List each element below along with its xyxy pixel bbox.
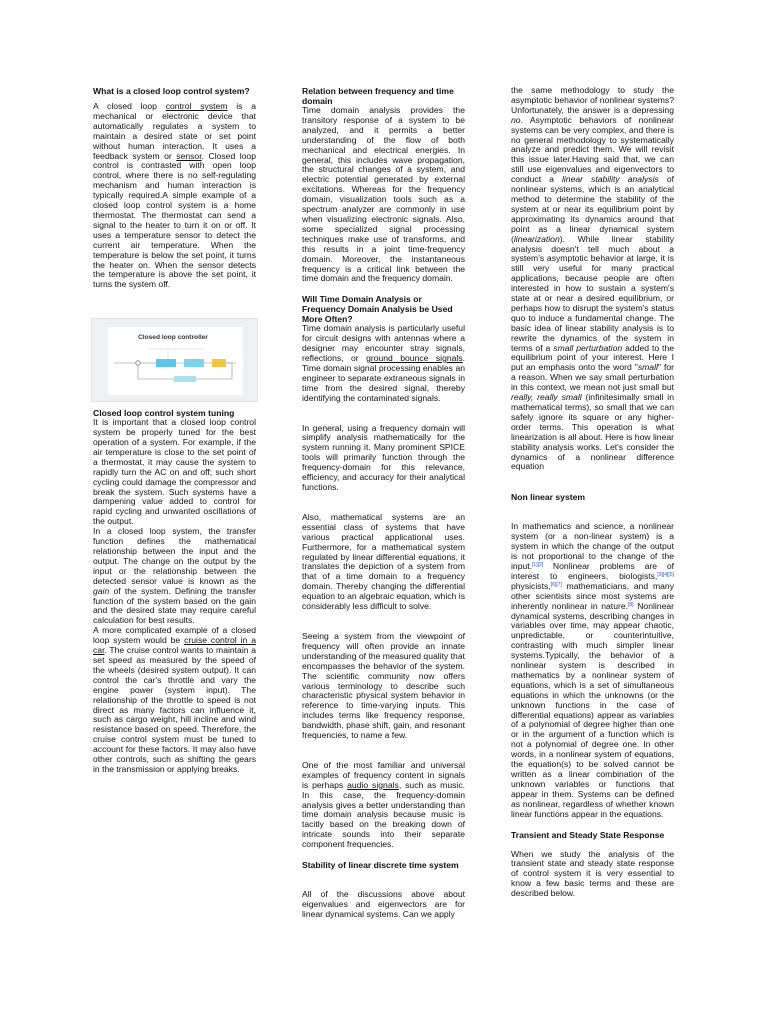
- paragraph-mathematical-systems: Also, mathematical systems are an essential class of systems that have various practical applicational uses. Furthermore, for a mathematical system regulated by linear differential equations, it translates the depiction of a system from that of a time domain to a frequency domain. Thereby changing the differential equation to an algebraic equation, which is considerably less difficult to solve.: [302, 511, 465, 612]
- heading-closed-loop: What is a closed loop control system?: [93, 86, 250, 96]
- figure-canvas: [108, 327, 243, 395]
- heading-which-used: Will Time Domain Analysis or Frequency Domain Analysis be Used More Often?: [302, 294, 453, 325]
- citation-1[interactable]: [1][2]: [532, 561, 544, 568]
- heading-transient: Transient and Steady State Response: [511, 829, 665, 840]
- paragraph-frequency-domain: In general, using a frequency domain will simplify analysis mathematically for the system running it. Many prominent SPICE tools will primarily function through the frequency-domain for this relevance, efficiency, and accuracy for their analytical functions.: [302, 422, 465, 492]
- link-audio-signals[interactable]: audio signals: [347, 779, 399, 790]
- paragraph-time-domain: Time domain analysis provides the transitory response of a system to be analyzed, and it permits a better understanding of the flow of both mechanical and electrical energies. In general, this includes wave propagation, the structural changes of a system, and electric potential generated by external excitations. Whereas for the frequency domain, visualization tools such as a spectrum analyzer are commonly in use when visualizing electronic signals. Also, some specialized signal processing techniques make use of transforms, and this results in a joint time-frequency domain. Moreover, the instantaneous frequency is a critical link between the time domain and the frequency domain.: [302, 105, 465, 284]
- link-cruise-control[interactable]: cruise control in a car: [93, 635, 256, 656]
- heading-stability: Stability of linear discrete time system: [302, 860, 459, 871]
- heading-frequency-time: Relation between frequency and time domain: [302, 86, 454, 106]
- paragraph-tuning: It is important that a closed loop control system be properly tuned for the best operation of a system. For example, if the air temperature is close to the set point of a thermostat, it may cause the system to rapidly turn the AC on and off; such short cycling could damage the compressor and break the system. Such systems have a dampening value added to control for rapid cycling and unwanted oscillations of the output.: [93, 417, 256, 527]
- link-ground-bounce[interactable]: ground bounce signals: [366, 353, 463, 364]
- paragraph-transient: When we study the analysis of the transient state and steady state response of control system it is very essential to know a few basic terms and these are described below.: [511, 848, 674, 899]
- column-3: [511, 86, 674, 899]
- link-control-system[interactable]: control system: [165, 101, 228, 111]
- citation-2[interactable]: [3][4][5]: [657, 571, 674, 578]
- paragraph-viewpoint: Seeing a system from the viewpoint of frequency will often provide an innate understanding of the measured quality that encompasses the behavior of the system. The scientific community now offers various terminology to describe such characteristic physical system behavior in reference to time-varying inputs. This includes terms like frequency response, bandwidth, phase shift, gain, and resonant frequencies, to name a few.: [302, 630, 465, 741]
- paragraph-audio: One of the most familiar and universal examples of frequency content in signals is perhaps audio signals, such as music. In this case, the frequency-domain analysis gives a better understanding than time domain analysis because music is tacitly based on the breaking down of intricate sounds into their separate component frequencies.: [302, 759, 466, 850]
- figure-title: Closed loop controller: [138, 334, 208, 342]
- paragraph-transfer-function: In a closed loop system, the transfer function defines the mathematical relationship between the input and the output. The change on the output by the input or the relationship between the detected sensor value is known as the gain of the system. Defining the transfer function of the system based on the gain and the desired state may require careful calculation for best results.: [93, 526, 256, 626]
- heading-tuning: Closed loop control system tuning: [93, 408, 235, 419]
- closed-loop-figure: [91, 318, 258, 402]
- heading-nonlinear: Non linear system: [511, 492, 586, 503]
- link-sensor[interactable]: sensor: [176, 150, 202, 161]
- block-diagram-graphic: [108, 327, 243, 395]
- paragraph-nonlinear: In mathematics and science, a nonlinear system (or a non-linear system) is a system in which the change of the output is not proportional to the change of the input.[1][2] Nonlinear problems are of interest to engineers, biologists,[3][4][5] physicists,[6][7] mathematicians, and many other scientists since most systems are inherently nonlinear in nature.[8] Nonlinear dynamical systems, describing changes in variables over time, may appear chaotic, unpredictable, or counterintuitive, contrasting with much simpler linear systems.Typically, the behavior of a nonlinear system is described in mathematics by a nonlinear system of equations, which is a set of simultaneous equations in which the unknowns (or the unknown functions in the case of differential equations) appear as variables of a polynomial of degree higher than one or in the argument of a function which is not a polynomial of degree one. In other words, in a nonlinear system of equations, the equation(s) to be solved cannot be written as a linear combination of the unknown variables or functions that appear in them. Systems can be defined as nonlinear, regardless of whether known linear functions appear in the equations.: [511, 521, 674, 819]
- column-2: [302, 86, 465, 920]
- paragraph-cruise-control: A more complicated example of a closed loop system would be cruise control in a car. The cruise control wants to maintain a set speed as measured by the speed of the wheels (desired system output). It can control the car's throttle and vary the engine power (system input). The relationship of the throttle to speed is not direct as many factors can influence it, such as cargo weight, hill incline and wind resistance based on speed. Therefore, the cruise control system must be tuned to account for these factors. It may also have other controls, such as shifting the gears in the transmission or applying breaks.: [93, 625, 256, 774]
- paragraph-eigen: All of the discussions above about eigenvalues and eigenvectors are for linear dynamical systems. Can we apply: [302, 889, 465, 919]
- citation-4[interactable]: [8]: [628, 601, 634, 608]
- citation-3[interactable]: [6][7]: [550, 581, 562, 588]
- column-1: [93, 86, 256, 775]
- paragraph-closed-loop-intro: A closed loop control system is a mechanical or electronic device that automatically regulates a system to maintain a desired state or set point without human interaction. It uses a feedback system or sensor. Closed loop control is contrasted with open loop control, where there is no self-regulating mechanism and human interaction is typically required.A simple example of a closed loop control system is a home thermostat. The thermostat can send a signal to the heater to turn it on or off. It uses a temperature sensor to detect the current air temperature. When the temperature is below the set point, it turns the heater on. When the sensor detects the temperature is above the set point, it turns the system off.: [93, 101, 257, 290]
- paragraph-time-domain-useful: Time domain analysis is particularly useful for circuit designs with antennas where a designer may encounter stray signals, reflections, or ground bounce signals. Time domain signal processing enables an engineer to separate extraneous signals in time from the desired signal, thereby identifying the contaminated signals.: [302, 323, 466, 403]
- paragraph-linear-stability: the same methodology to study the asymptotic behavior of nonlinear systems? Unfortunately, the answer is a depressing no. Asymptotic behaviors of nonlinear systems can be very complex, and there is no general methodology to systematically analyze and predict them. We will revisit this issue later.Having said that, we can still use eigenvalues and eigenvectors to conduct a linear stability analysis of nonlinear systems, which is an analytical method to determine the stability of the system at or near its equilibrium point by approximating its dynamics around that point as a linear dynamical system (linearization). While linear stability analysis doesn't tell much about a system's asymptotic behavior at large, it is still very useful for many practical applications, because people are often interested in how to sustain a system's state at or near a desired equilibrium, or perhaps how to disrupt the system's status quo to induce a fundamental change. The basic idea of linear stability analysis is to rewrite the dynamics of the system in terms of a small perturbation added to the equilibrium point of your interest. Here I put an emphasis onto the word "small" for a reason. When we say small perturbation in this context, we mean not just small but really, really small (infinitesimally small in mathematical terms), so small that we can safely ignore its square or any higher-order terms. This operation is what linearization is all about. Here is how linear stability analysis works. Let's consider the dynamics of a nonlinear difference equation: [511, 85, 675, 472]
